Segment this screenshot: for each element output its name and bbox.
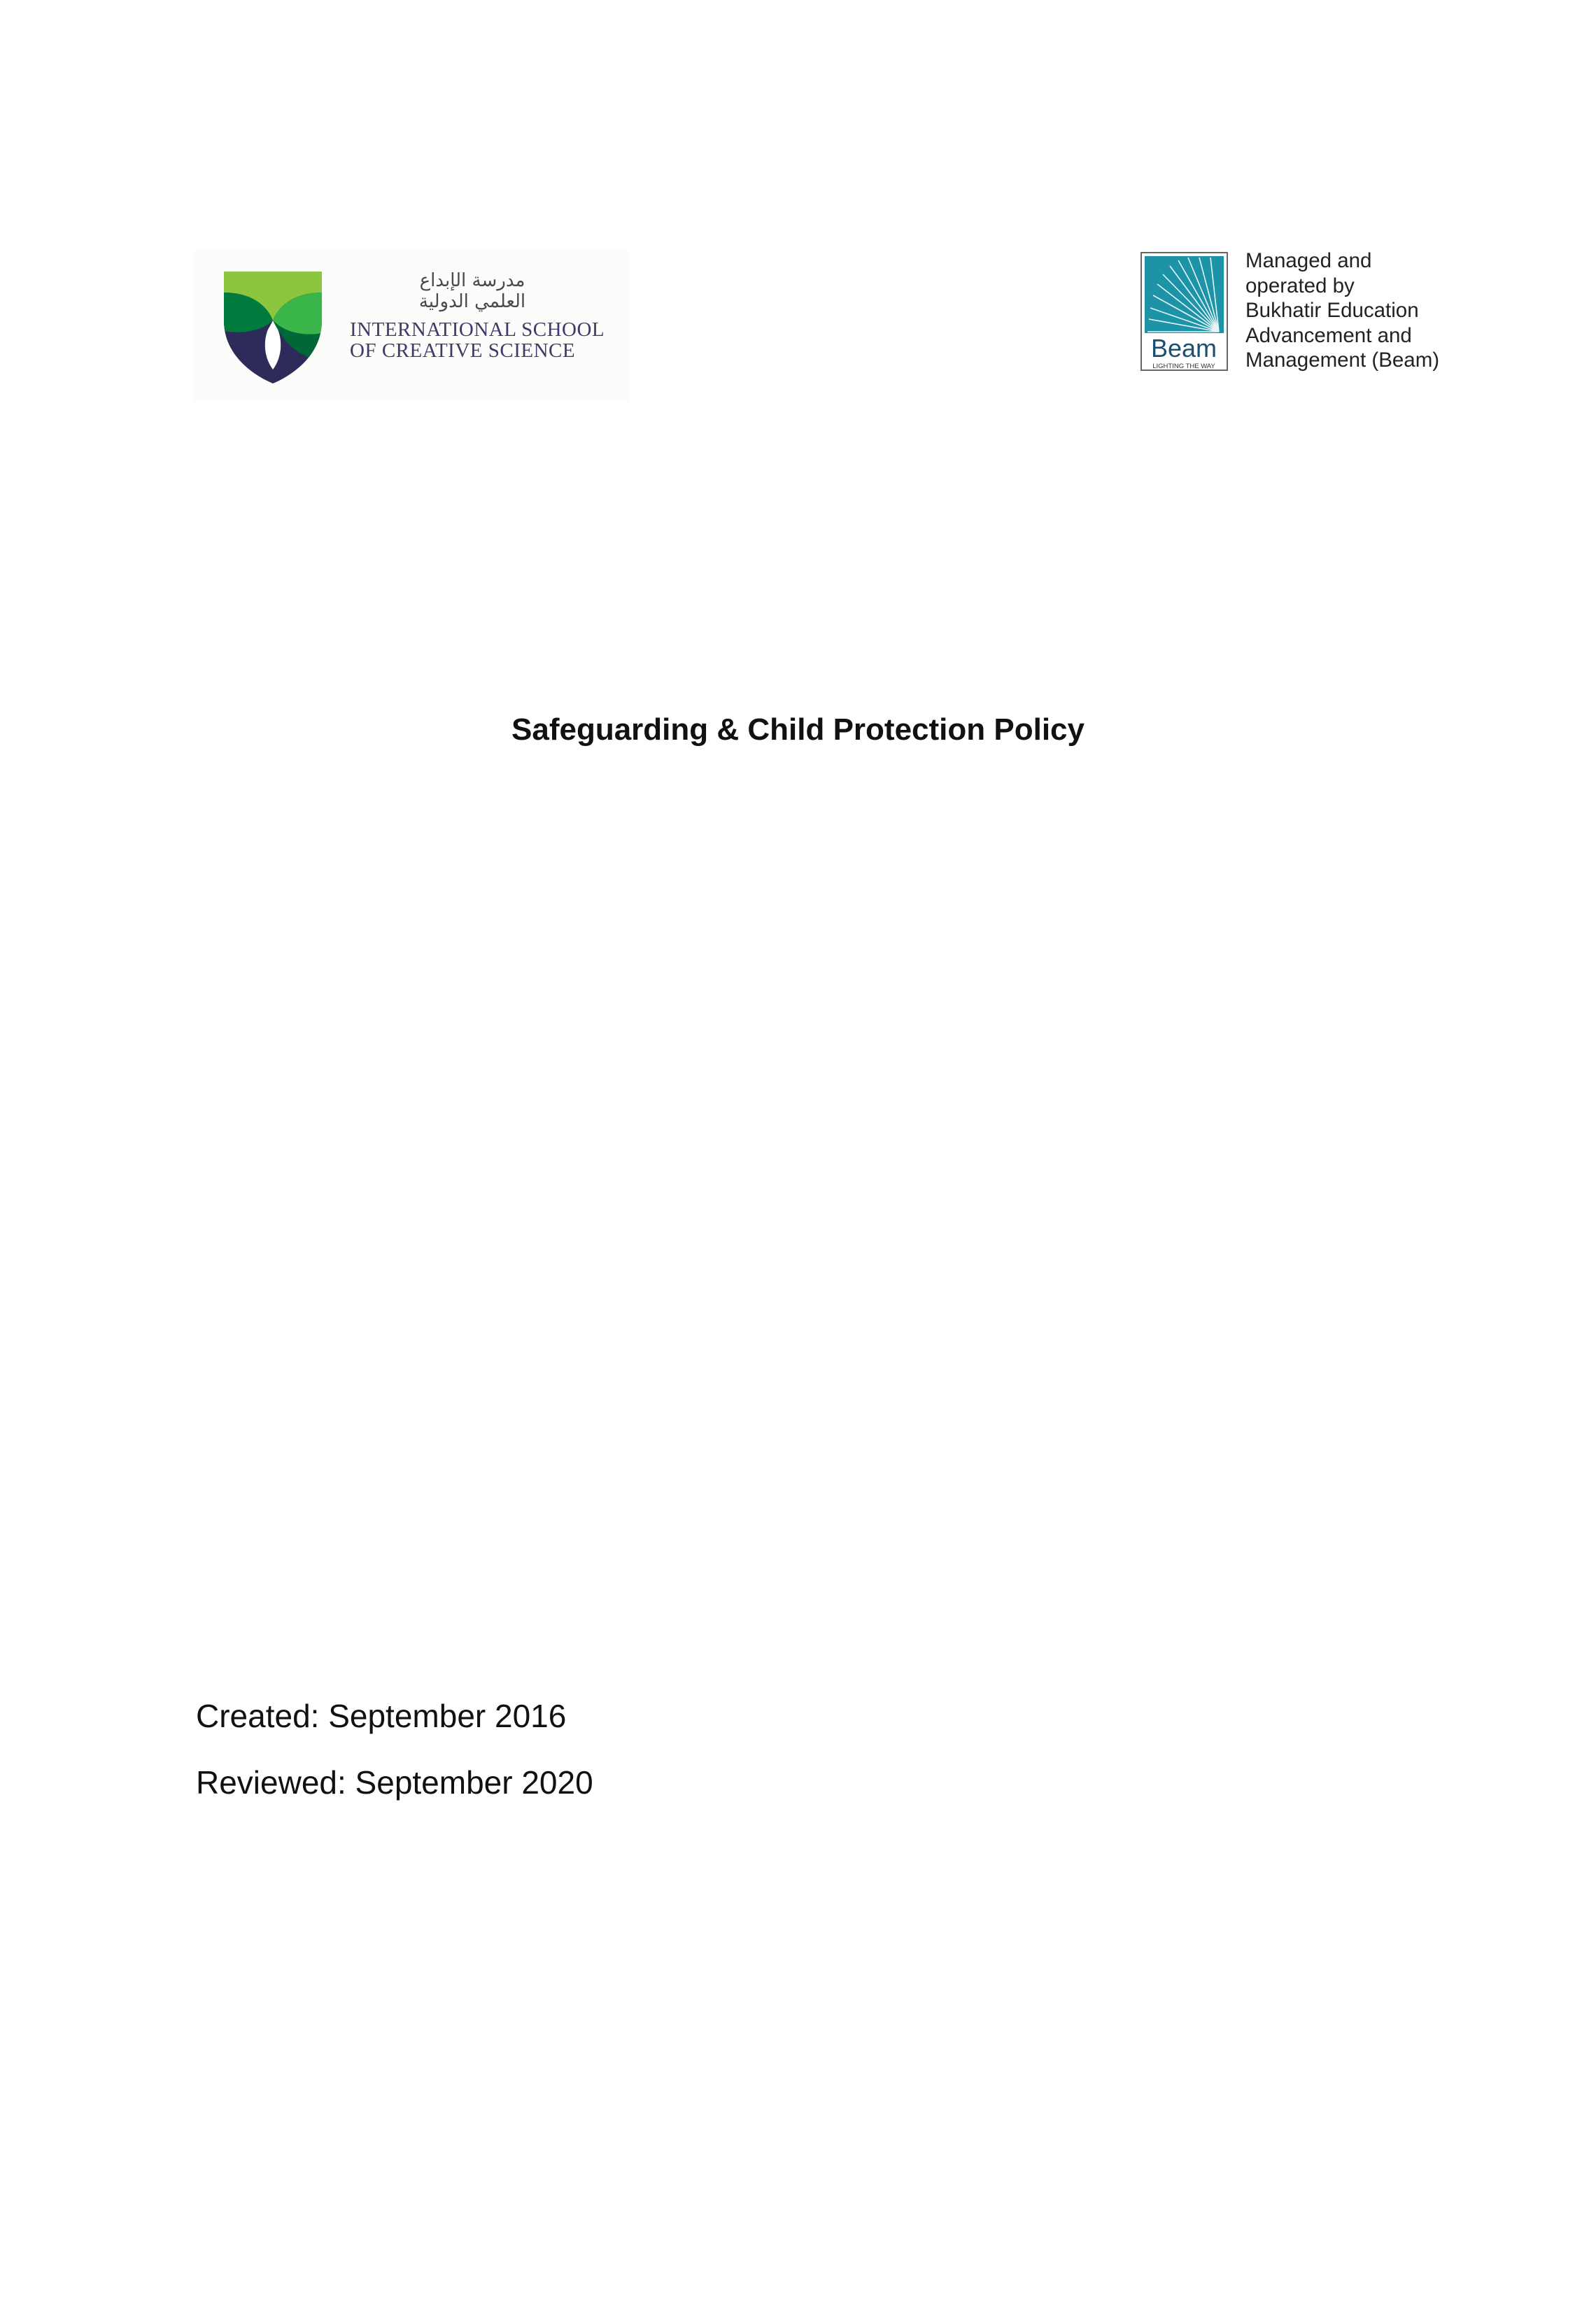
- beam-caption-line: Managed and: [1245, 249, 1372, 272]
- school-name-english-line1: INTERNATIONAL SCHOOL: [350, 318, 605, 341]
- beam-wordmark: Beam: [1150, 334, 1217, 363]
- beam-caption-line: Management (Beam): [1245, 349, 1440, 372]
- beam-caption-line: operated by: [1245, 274, 1355, 297]
- created-date: Created: September 2016: [196, 1698, 567, 1734]
- reviewed-date: Reviewed: September 2020: [196, 1764, 593, 1801]
- school-name-arabic: [350, 270, 595, 314]
- school-shield-icon: [220, 272, 325, 384]
- beam-logo: [1140, 248, 1455, 378]
- beam-sunburst-icon: [1140, 252, 1228, 371]
- document-title: Safeguarding & Child Protection Policy: [511, 712, 1085, 747]
- school-name-english: [350, 319, 605, 361]
- beam-caption-line: Bukhatir Education: [1245, 299, 1419, 322]
- school-name-arabic-line2: العلمي الدولية: [418, 291, 526, 312]
- school-name-english-line2: OF CREATIVE SCIENCE: [350, 339, 576, 362]
- school-name-arabic-line1: مدرسة الإبداع: [419, 270, 525, 291]
- school-logo: [192, 251, 630, 401]
- beam-tagline: LIGHTING THE WAY: [1152, 363, 1215, 370]
- beam-caption-line: Advancement and: [1245, 323, 1412, 347]
- beam-caption: [1245, 248, 1439, 373]
